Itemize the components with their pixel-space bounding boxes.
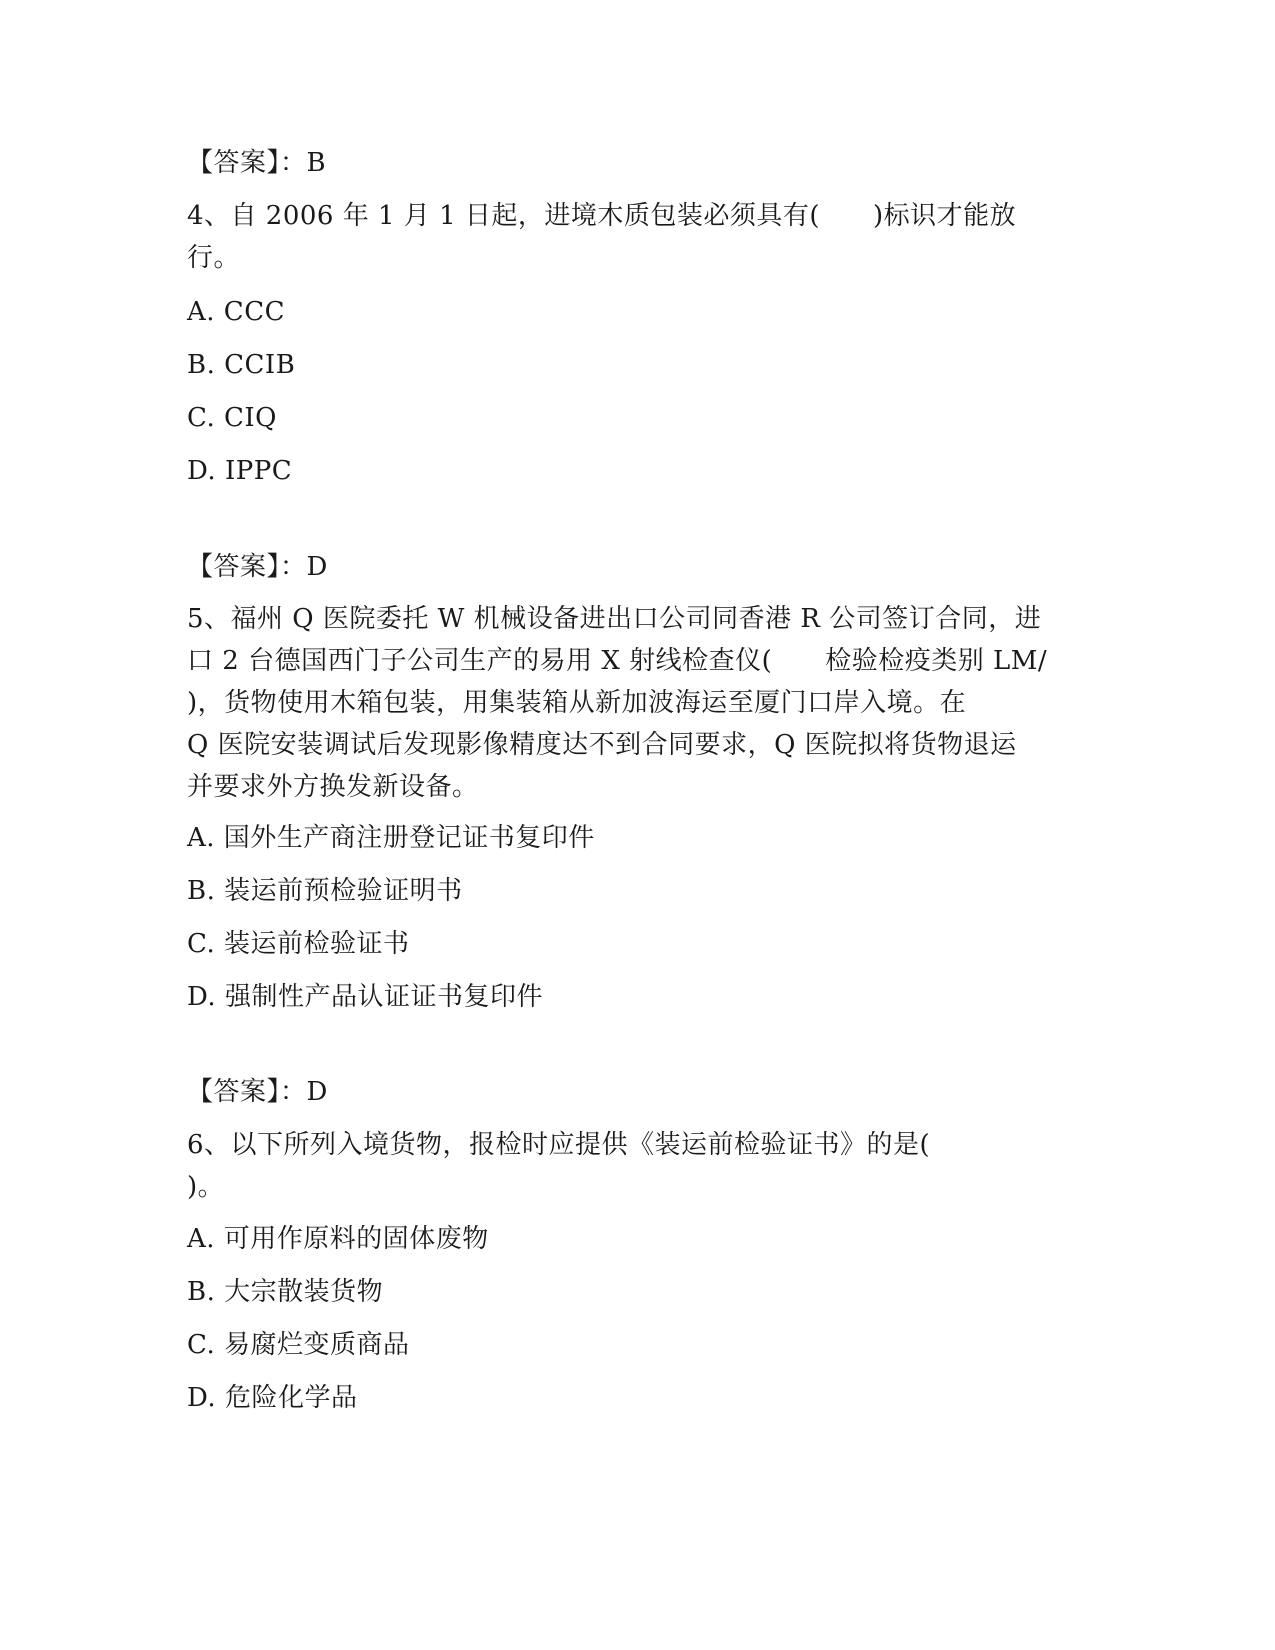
answer-label: 【答案】：D bbox=[187, 1077, 328, 1107]
question-5-option-b: B. 装运前预检验证明书 bbox=[187, 876, 463, 906]
answer-label: 【答案】：B bbox=[187, 148, 327, 178]
question-6-option-b: B. 大宗散装货物 bbox=[187, 1277, 384, 1307]
question-4-option-b: B. CCIB bbox=[187, 350, 296, 380]
question-6-line-2: )。 bbox=[187, 1172, 225, 1202]
question-4-option-c: C. CIQ bbox=[187, 403, 277, 433]
question-5-line-1: 5、福州 Q 医院委托 W 机械设备进出口公司同香港 R 公司签订合同，进 bbox=[187, 604, 1042, 634]
question-4-line-1: 4、自 2006 年 1 月 1 日起，进境木质包装必须具有( )标识才能放 bbox=[187, 201, 1017, 231]
question-5-line-5: 并要求外方换发新设备。 bbox=[187, 772, 479, 802]
question-6-option-d: D. 危险化学品 bbox=[187, 1383, 358, 1413]
answer-label: 【答案】：D bbox=[187, 552, 328, 582]
question-6-option-c: C. 易腐烂变质商品 bbox=[187, 1330, 410, 1360]
question-6-option-a: A. 可用作原料的固体废物 bbox=[187, 1224, 489, 1254]
question-5-line-2: 口 2 台德国西门子公司生产的易用 X 射线检查仪( 检验检疫类别 LM/ bbox=[187, 646, 1048, 676]
question-5-line-4: Q 医院安装调试后发现影像精度达不到合同要求，Q 医院拟将货物退运 bbox=[187, 730, 1017, 760]
question-6-line-1: 6、以下所列入境货物，报检时应提供《装运前检验证书》的是( bbox=[187, 1130, 931, 1160]
question-5-option-d: D. 强制性产品认证证书复印件 bbox=[187, 982, 543, 1012]
question-5-option-a: A. 国外生产商注册登记证书复印件 bbox=[187, 823, 595, 853]
question-4-option-d: D. IPPC bbox=[187, 456, 293, 486]
question-5-line-3: )，货物使用木箱包装，用集装箱从新加波海运至厦门口岸入境。在 bbox=[187, 688, 967, 718]
question-4-line-2: 行。 bbox=[187, 243, 241, 273]
question-4-option-a: A. CCC bbox=[187, 297, 285, 327]
question-5-option-c: C. 装运前检验证书 bbox=[187, 929, 410, 959]
